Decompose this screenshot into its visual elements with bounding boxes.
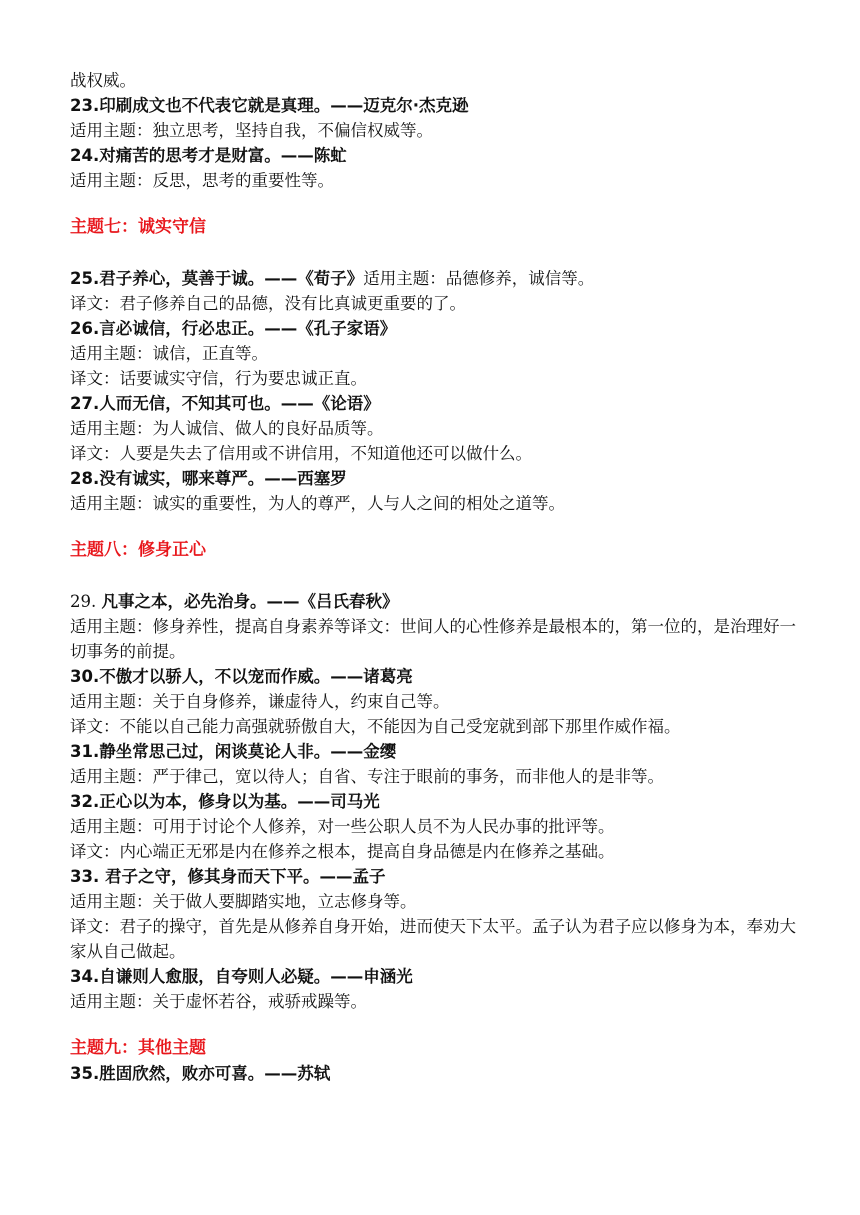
quote-line: 30.不傲才以骄人，不以宠而作威。——诸葛亮: [70, 667, 413, 686]
explanation-paragraph: 适用主题：修身养性，提高自身素养等译文：世间人的心性修养是最根本的，第一位的，是治理好一切事务的前提。: [70, 617, 796, 661]
explanation-line: 译文：话要诚实守信，行为要忠诚正直。: [70, 369, 367, 388]
section-spacer: [70, 1014, 800, 1036]
quote-line: [70, 266, 800, 291]
quote-line: 35.胜固欣然，败亦可喜。——苏轼: [70, 1064, 331, 1083]
explanation-line: 适用主题：为人诚信、做人的良好品质等。: [70, 419, 384, 438]
explanation-line: 适用主题：关于自身修养，谦虚待人，约束自己等。: [70, 692, 450, 711]
section-heading: 主题八：修身正心: [70, 540, 206, 560]
explanation-paragraph: 译文：君子的操守，首先是从修养自身开始，进而使天下太平。孟子认为君子应以修身为本，奉劝大家从自己做起。: [70, 917, 796, 961]
explanation-line: 适用主题：反思，思考的重要性等。: [70, 171, 334, 190]
quote-line: 34.自谦则人愈服，自夸则人必疑。——申涵光: [70, 967, 413, 986]
explanation-line: 适用主题：诚信，正直等。: [70, 344, 268, 363]
explanation-line: 适用主题：关于虚怀若谷，戒骄戒躁等。: [70, 992, 367, 1011]
quote-line: 23.印刷成文也不代表它就是真理。——迈克尔·杰克逊: [70, 96, 469, 115]
quote-line: [70, 589, 800, 614]
section-heading: 主题七：诚实守信: [70, 217, 206, 237]
explanation-line: 译文：君子修养自己的品德，没有比真诚更重要的了。: [70, 294, 466, 313]
explanation-line: 译文：内心端正无邪是内在修养之根本，提高自身品德是内在修养之基础。: [70, 842, 615, 861]
quote-number: 29.: [70, 592, 102, 611]
quote-line: 31.静坐常思己过，闲谈莫论人非。——金缨: [70, 742, 397, 761]
explanation-line: 适用主题：诚实的重要性，为人的尊严，人与人之间的相处之道等。: [70, 494, 565, 513]
section-spacer: [70, 193, 800, 215]
quote-text: 凡事之本，必先治身。——《吕氏春秋》: [101, 592, 399, 611]
section-heading: 主题九：其他主题: [70, 1038, 206, 1058]
document-page: [70, 68, 800, 1086]
quote-theme: 适用主题：品德修养，诚信等。: [363, 269, 595, 288]
explanation-line: 译文：人要是失去了信用或不讲信用，不知道他还可以做什么。: [70, 444, 532, 463]
quote-line: 32.正心以为本，修身以为基。——司马光: [70, 792, 380, 811]
section-spacer: [70, 563, 800, 589]
quote-line: 28.没有诚实，哪来尊严。——西塞罗: [70, 469, 347, 488]
explanation-line: 战权威。: [70, 71, 136, 90]
explanation-line: 适用主题：可用于讨论个人修养，对一些公职人员不为人民办事的批评等。: [70, 817, 615, 836]
section-spacer: [70, 516, 800, 538]
explanation-line: 适用主题：独立思考，坚持自我，不偏信权威等。: [70, 121, 433, 140]
quote-line: 26.言必诚信，行必忠正。——《孔子家语》: [70, 319, 397, 338]
section-spacer: [70, 240, 800, 266]
explanation-line: 适用主题：关于做人要脚踏实地，立志修身等。: [70, 892, 417, 911]
quote-line: 27.人而无信，不知其可也。——《论语》: [70, 394, 380, 413]
explanation-line: 译文：不能以自己能力高强就骄傲自大，不能因为自己受宠就到部下那里作威作福。: [70, 717, 681, 736]
quote-text: 25.君子养心，莫善于诚。——《荀子》: [70, 269, 364, 288]
quote-line: 33. 君子之守，修其身而天下平。——孟子: [70, 867, 386, 886]
quote-line: 24.对痛苦的思考才是财富。——陈虻: [70, 146, 347, 165]
explanation-line: 适用主题：严于律己，宽以待人；自省、专注于眼前的事务，而非他人的是非等。: [70, 767, 664, 786]
